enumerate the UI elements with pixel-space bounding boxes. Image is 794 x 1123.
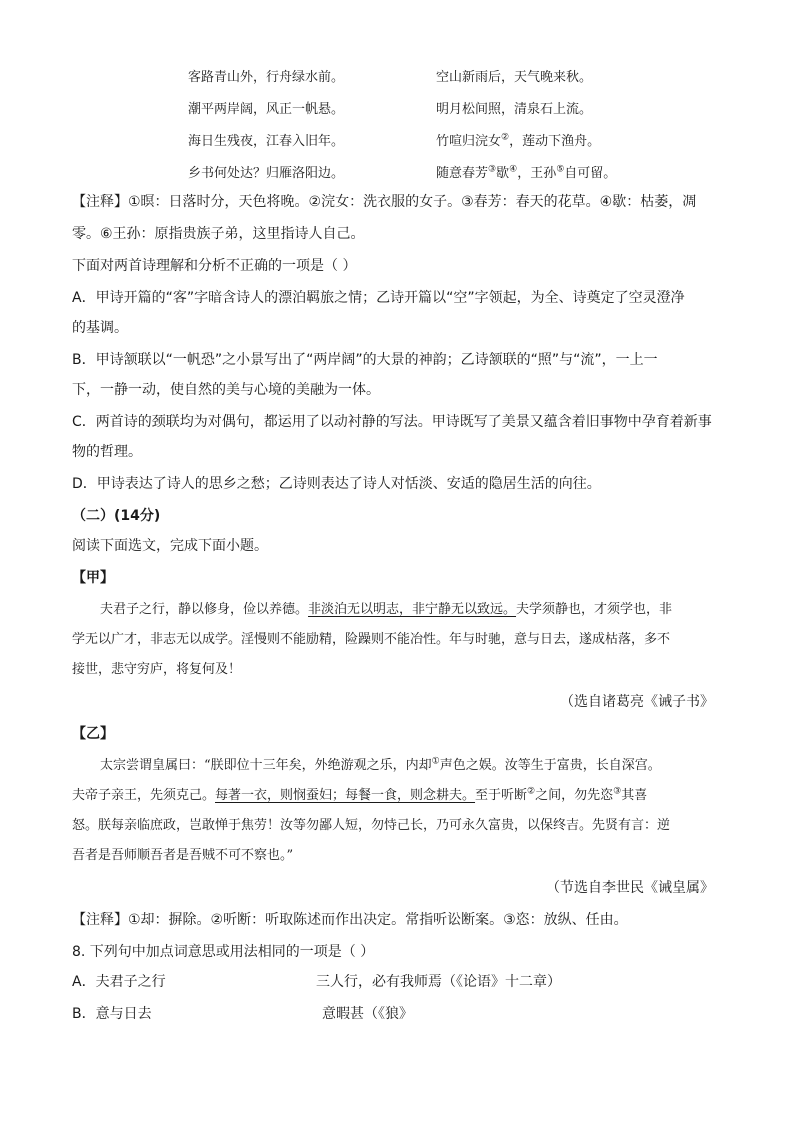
option-d: D．甲诗表达了诗人的思乡之愁；乙诗则表达了诗人对恬淡、安适的隐居生活的向往。: [72, 476, 601, 492]
section-heading: （二）(14分): [72, 508, 161, 524]
poem-yi-line: [436, 162, 616, 181]
passage-line: 学无以广才，非志无以成学。淫慢则不能励精，险躁则不能冶性。年与时驰，意与日去，遂成枯落，多不: [72, 632, 671, 647]
note-marker: ④: [509, 164, 518, 175]
option-a-continued: 的基调。: [72, 320, 128, 336]
passage-source: （节选自李世民《诫皇属》: [546, 880, 714, 896]
underlined-sentence: 非淡泊无以明志，非宁静无以致远。: [308, 602, 517, 617]
passage-text: 夫帝子亲王，先须克己。: [72, 788, 216, 803]
note-marker: ②: [527, 786, 536, 797]
option-b-continued: 下，一静一动，使自然的美与心境的美融为一体。: [72, 382, 380, 398]
passage-label-jia: 【甲】: [72, 570, 114, 586]
poem-text: 竹喧归浣女: [436, 134, 502, 149]
poem-row: [0, 162, 794, 182]
option-b: B．甲诗颔联以“一帆恐”之小景写出了“两岸阔”的大景的神韵；乙诗颔联的“照”与“流”，一上一: [72, 352, 658, 368]
passage-text: 夫君子之行，静以修身，俭以养德。: [100, 602, 309, 617]
option-b: [72, 1004, 722, 1024]
passage-line: 接世，悲守穷庐，将复何及！: [72, 662, 242, 677]
poem-jia-line: 海日生残夜，江春入旧年。: [188, 134, 345, 149]
annotation-line: 【注释】①暝：日落时分，天色将晚。②浣女：洗衣服的女子。③春芳：春天的花草。④歇：枯萎，凋: [72, 194, 697, 210]
passage-text: 之间，勿先恣: [535, 788, 614, 803]
option-a: [72, 972, 722, 992]
note-marker: ②: [501, 132, 510, 143]
annotation-line: 零。⑥王孙：原指贵族子弟，这里指诗人自己。: [72, 226, 365, 242]
passage-text: 其喜: [621, 788, 648, 803]
passage-text: 夫学须静也，才须学也，非: [516, 602, 673, 617]
passage-line: [72, 786, 722, 806]
option-c: C．两首诗的颈联均为对偶句，都运用了以动衬静的写法。甲诗既写了美景又蕴含着旧事物中孕育着新事: [72, 414, 712, 430]
passage-text: 至于听断: [475, 788, 528, 803]
note-marker: ⑤: [556, 164, 565, 175]
option-a: A．甲诗开篇的“客”字暗含诗人的漂泊羁旅之情；乙诗开篇以“空”字领起，为全、诗奠定了空灵澄净: [72, 290, 685, 306]
option-right: 三人行，必有我师焉（《论语》十二章）: [316, 974, 561, 990]
poem-text: ，莲动下渔舟。: [509, 134, 601, 149]
poem-jia-line: 乡书何处达？归雁洛阳边。: [188, 166, 345, 181]
passage-text: 声色之娱。汝等生于富贵，长自深宫。: [439, 758, 661, 773]
poem-yi-line: 空山新雨后，天气晚来秋。: [436, 70, 593, 85]
passage-line: [100, 756, 750, 776]
underlined-sentence: 每著一衣，则悯蚕妇；每餐一食，则念耕夫。: [215, 788, 476, 803]
passage-line: 吾者是吾师顺吾者是吾贼不可不察也。”: [72, 848, 294, 863]
option-right: 意暇甚（《狼》: [322, 1006, 413, 1022]
poem-row: [0, 130, 794, 150]
poem-text: 歇: [496, 166, 510, 181]
option-left: A．夫君子之行: [72, 974, 166, 990]
poem-jia-line: 潮平两岸阔，风正一帆悬。: [188, 102, 345, 117]
passage-line: 怒。朕每亲临庶政，岂敢惮于焦劳！汝等勿鄙人短，勿恃己长，乃可永久富贵，以保终吉。先贤有言：逆: [72, 818, 671, 833]
poem-text: 随意春芳: [436, 166, 489, 181]
passage-text: 太宗尝谓皇属曰：“朕即位十三年矣，外绝游观之乐，内却: [100, 758, 432, 773]
note-marker: ③: [488, 164, 497, 175]
passage-label-yi: 【乙】: [72, 726, 114, 742]
note-marker: ①: [431, 756, 440, 767]
poem-text: 自可留。: [564, 166, 617, 181]
poem-yi-line: 明月松间照，清泉石上流。: [436, 102, 593, 117]
poem-yi-line: [436, 130, 600, 149]
passage-source: （选自诸葛亮《诫子书》: [560, 694, 714, 710]
option-left: B．意与日去: [72, 1006, 152, 1022]
poem-text: ，王孙: [517, 166, 557, 181]
section-instruction: 阅读下面选文，完成下面小题。: [72, 538, 268, 554]
poem-row: [0, 98, 794, 118]
question-stem: 8. 下列句中加点词意思或用法相同的一项是（ ）: [72, 944, 375, 960]
question-stem: 下面对两首诗理解和分析不正确的一项是（ ）: [72, 258, 357, 274]
note-marker: ③: [613, 786, 622, 797]
poem-row: [0, 66, 794, 86]
annotation-line: 【注释】①却：摒除。②听断：听取陈述而作出决定。常指听讼断案。③恣：放纵、任由。: [72, 912, 628, 928]
passage-line: [100, 600, 750, 620]
poem-jia-line: 客路青山外，行舟绿水前。: [188, 70, 345, 85]
option-c-continued: 物的哲理。: [72, 444, 142, 460]
